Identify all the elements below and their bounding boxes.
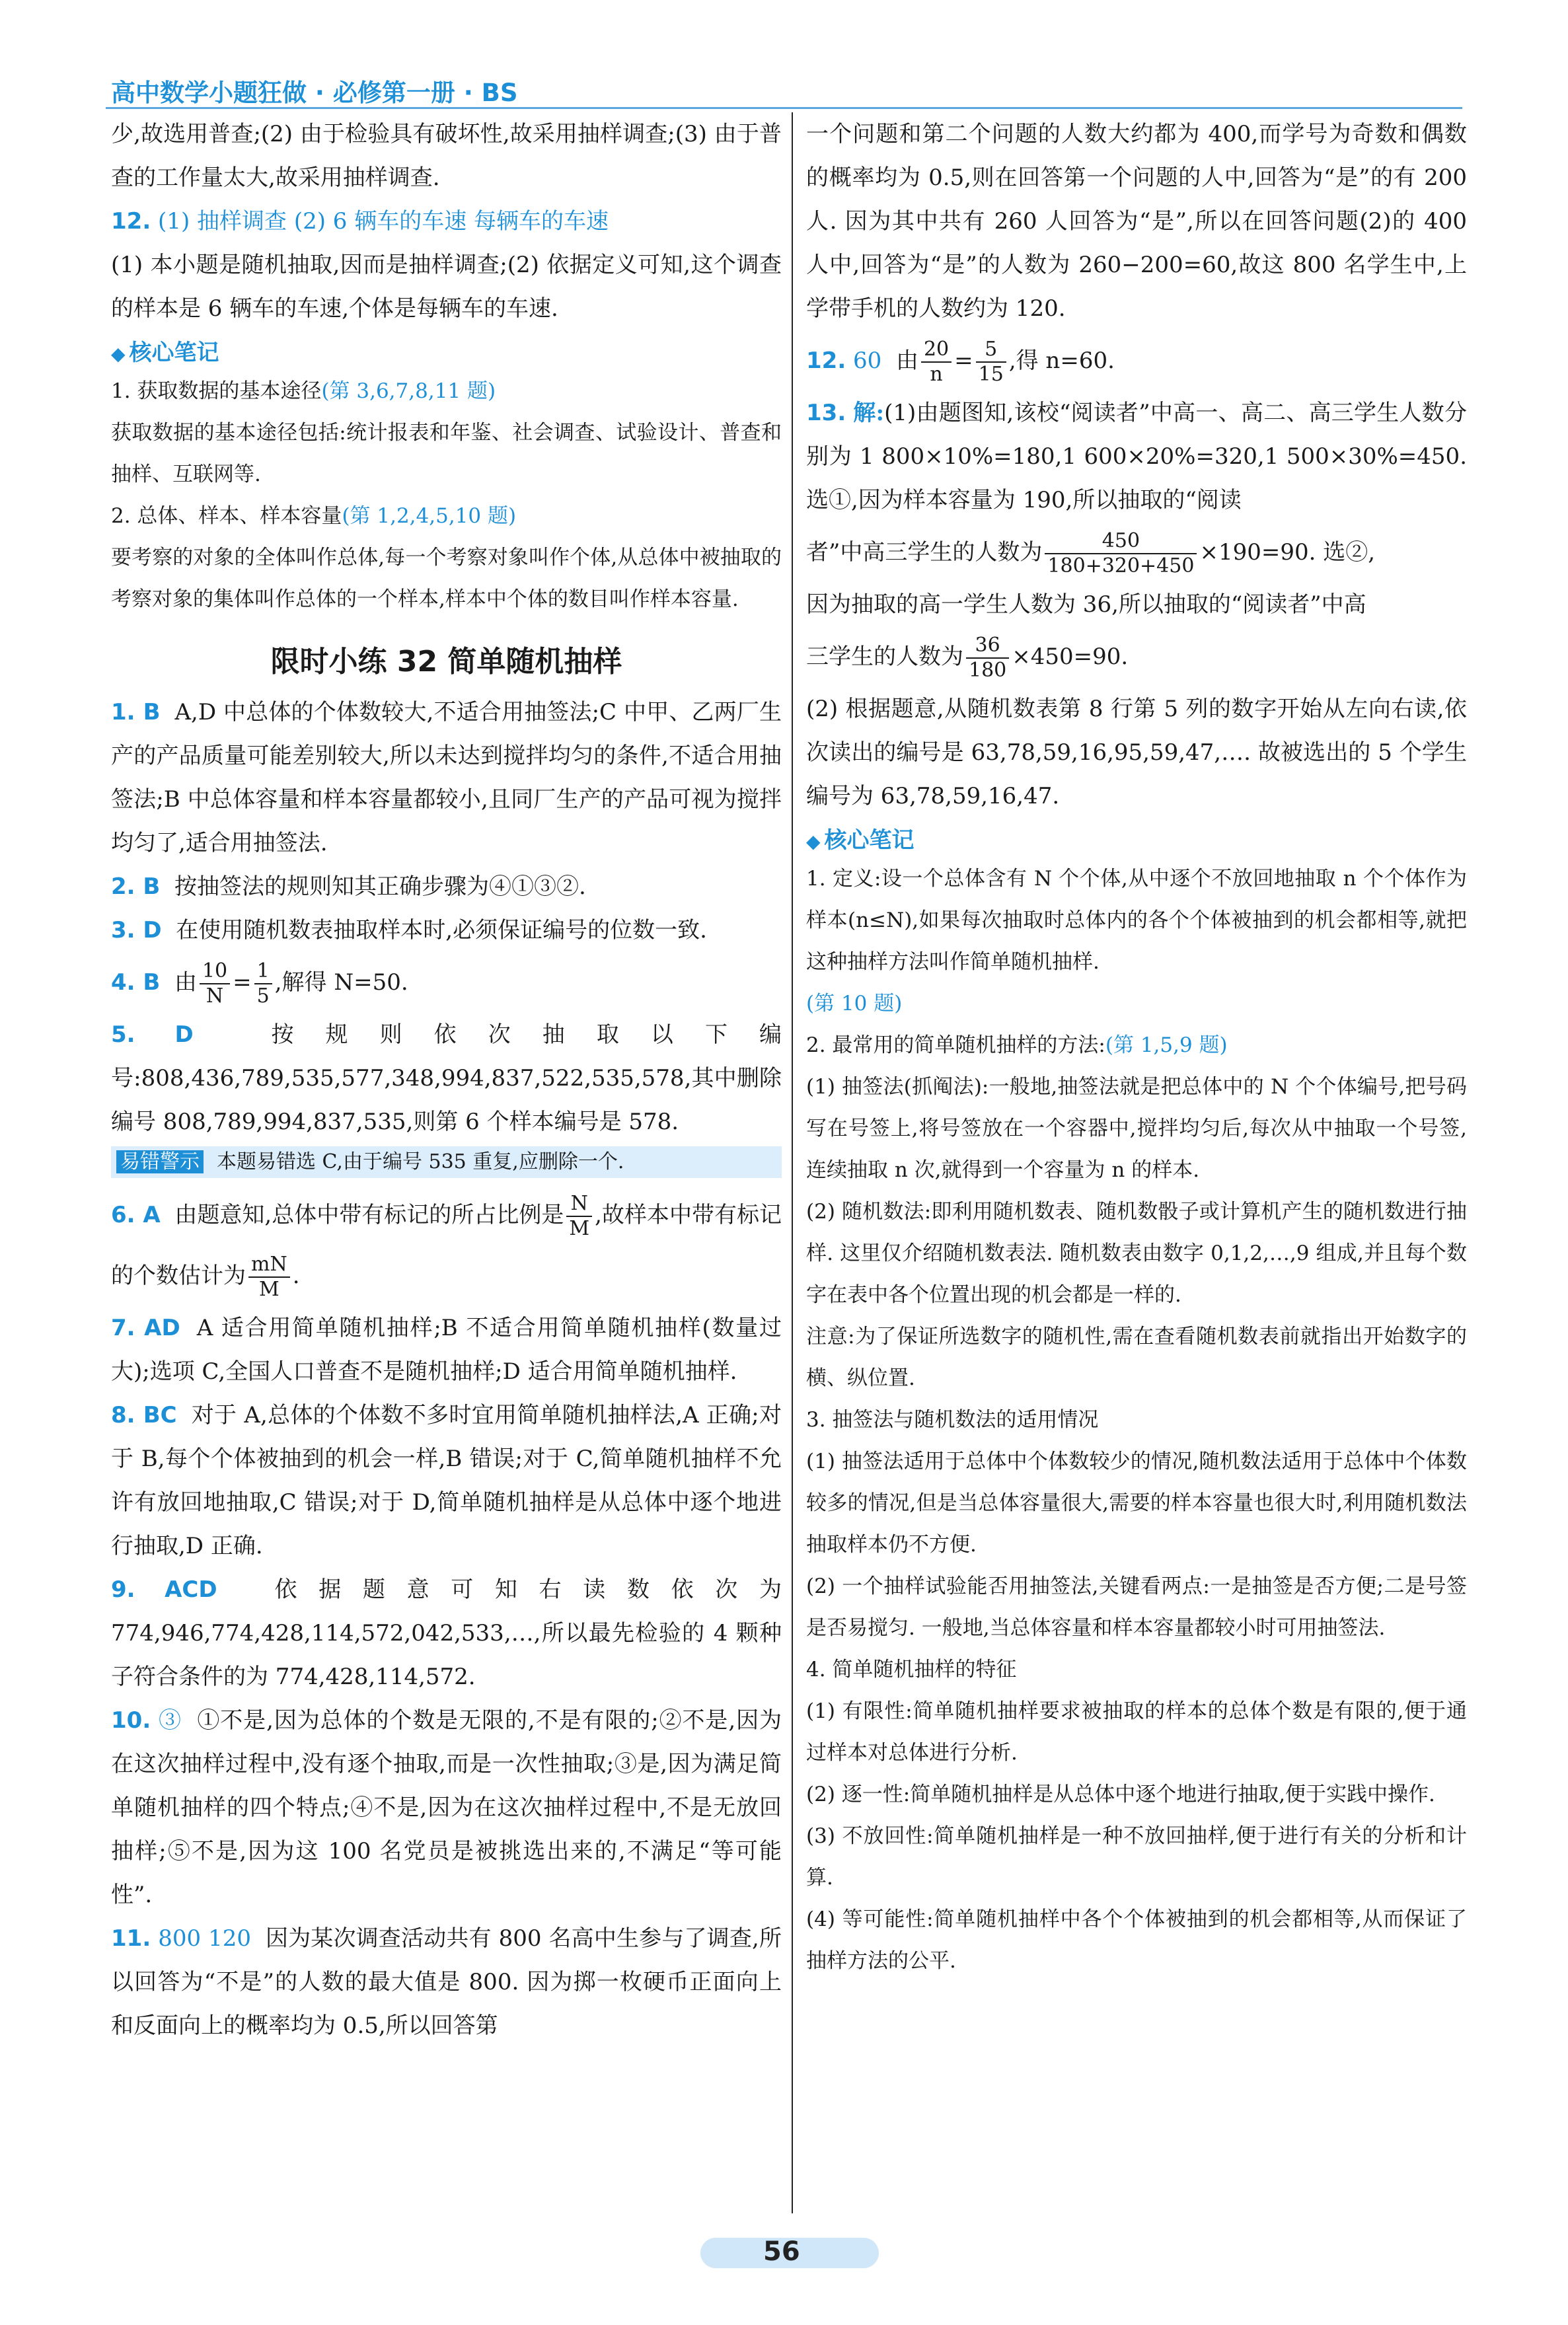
column-divider [792, 112, 793, 2213]
answer-2: 2. B 按抽签法的规则知其正确步骤为④①③②. [111, 873, 586, 900]
answer-1: 1. B A,D 中总体的个体数较大,不适合用抽签法;C 中甲、乙两厂生产的产品质量可能差别较大,所以未达到搅拌均匀的条件,不适合用抽签法;B 中总体容量和样本容量都较小,且同厂生产的产品可视为搅拌均匀了,适合用抽签法. [111, 699, 782, 856]
note-1-text: 获取数据的基本途径包括:统计报表和年鉴、社会调查、试验设计、普查和抽样、互联网等. [111, 421, 782, 486]
note-definition-ref: (第 10 题) [806, 992, 903, 1015]
diamond-icon: ◆ [111, 343, 126, 365]
note-applicability-1: (1) 抽签法适用于总体中个体数较少的情况,随机数法适用于总体中个体数较多的情况,但是当总体容量很大,需要的样本容量也很大时,利用随机数法抽取样本仍不方便. [806, 1450, 1467, 1557]
answer-12-right: 12. 60 由 $\frac{20}{n}$ = $\frac{5}{15}$ ,得 n=60. [806, 338, 1115, 386]
fraction: $\frac{N}{M}$ [566, 1192, 592, 1241]
core-notes-heading: ◆ 核心笔记 [111, 340, 219, 366]
note-random-number: (2) 随机数法:即利用随机数表、随机数骰子或计算机产生的随机数进行抽样. 这里仅介绍随机数表法. 随机数表由数字 0,1,2,…,9 组成,并且每个数字在表中各个位置出现的机会都是一样的. [806, 1200, 1467, 1307]
diamond-icon: ◆ [806, 830, 821, 852]
left-column [111, 112, 782, 2048]
note-definition: 1. 定义:设一个总体含有 N 个个体,从中逐个不放回地抽取 n 个个体作为样本(n≤N),如果每次抽取时总体内的各个个体被抽到的机会都相等,就把这种抽样方法叫作简单随机抽样. [806, 867, 1467, 974]
section-title: 限时小练 32 简单随机抽样 [270, 645, 622, 679]
note-1-title: 1. 获取数据的基本途径(第 3,6,7,8,11 题) [111, 379, 496, 403]
continued-paragraph: 一个问题和第二个问题的人数大约都为 400,而学号为奇数和偶数的概率均为 0.5,则在回答第一个问题的人中,回答为“是”的有 200 人. 因为其中共有 260 人回答为“是”,所以在回答问题(2)的 400 人中,回答为“是”的人数为 260−200=60,故这 800 名学生中,上学带手机的人数约为 120. [806, 121, 1467, 322]
answer-11: 11. 800 120 因为某次调查活动共有 800 名高中生参与了调查,所以回答为“不是”的人数的最大值是 800. 因为掷一枚硬币正面向上和反面向上的概率均为 0.5,所以回答第 [111, 1925, 782, 2039]
answer-13-line-c: 因为抽取的高一学生人数为 36,所以抽取的“阅读者”中高 [806, 591, 1366, 618]
note-2-ref: (第 1,2,4,5,10 题) [342, 504, 517, 528]
note-applicability-title: 3. 抽签法与随机数法的适用情况 [806, 1408, 1099, 1432]
continued-paragraph: 少,故选用普查;(2) 由于检验具有破坏性,故采用抽样调查;(3) 由于普查的工作量太大,故采用抽样调查. [111, 121, 782, 191]
core-notes-heading: ◆ 核心笔记 [806, 827, 915, 854]
answer-12-explanation: (1) 本小题是随机抽取,因而是抽样调查;(2) 依据定义可知,这个调查的样本是 6 辆车的车速,个体是每辆车的车速. [111, 252, 782, 322]
note-lottery: (1) 抽签法(抓阄法):一般地,抽签法就是把总体中的 N 个个体编号,把号码写在号签上,将号签放在一个容器中,搅拌均匀后,每次从中抽取一个号签,连续抽取 n 次,就得到一个容量为 n 的样本. [806, 1075, 1467, 1182]
fraction: $\frac{450}{180+320+450}$ [1045, 529, 1197, 578]
fraction: $\frac{mN}{M}$ [248, 1253, 290, 1302]
note-feature-2: (2) 逐一性:简单随机抽样是从总体中逐个地进行抽取,便于实践中操作. [806, 1783, 1435, 1806]
common-mistake-tag: 易错警示 [116, 1150, 204, 1173]
note-caution: 注意:为了保证所选数字的随机性,需在查看随机数表前就指出开始数字的横、纵位置. [806, 1325, 1467, 1390]
answer-13-part-2: (2) 根据题意,从随机数表第 8 行第 5 列的数字开始从左向右读,依次读出的编号是 63,78,59,16,95,59,47,…. 故被选出的 5 个学生编号为 63,78,59,16,47. [806, 696, 1467, 809]
note-feature-3: (3) 不放回性:简单随机抽样是一种不放回抽样,便于进行有关的分析和计算. [806, 1824, 1467, 1890]
answer-13: 13. 解:(1)由题图知,该校“阅读者”中高一、高二、高三学生人数分别为 1 800×10%=180,1 600×20%=320,1 500×30%=450. 选①,因为样本容量为 190,所以抽取的“阅读 [806, 400, 1467, 513]
common-mistake-box: 易错警示 本题易错选 C,由于编号 535 重复,应删除一个. [111, 1146, 782, 1178]
answer-9: 9. ACD 依据题意可知右读数依次为 774,946,774,428,114,572,042,533,…,所以最先检验的 4 颗种子符合条件的为 774,428,114,572. [111, 1576, 782, 1690]
answer-13-line-b: 者”中高三学生的人数为 $\frac{450}{180+320+450}$ ×190=90. 选②, [806, 529, 1376, 577]
note-2-text: 要考察的对象的全体叫作总体,每一个考察对象叫作个体,从总体中被抽取的考察对象的集体叫作总体的一个样本,样本中个体的数目叫作样本容量. [111, 546, 782, 611]
answer-10: 10. ③ ①不是,因为总体的个数是无限的,不是有限的;②不是,因为在这次抽样过程中,没有逐个抽取,而是一次性抽取;③是,因为满足简单随机抽样的四个特点;④不是,因为在这次抽样过程中,不是无放回抽样;⑤不是,因为这 100 名党员是被挑选出来的,不满足“等可能性”. [111, 1707, 782, 1908]
answer-13-line-d: 三学生的人数为 $\frac{36}{180}$ ×450=90. [806, 634, 1129, 682]
note-feature-4: (4) 等可能性:简单随机抽样中各个个体被抽到的机会都相等,从而保证了抽样方法的公平. [806, 1907, 1467, 1973]
fraction: $\frac{5}{15}$ [976, 338, 1006, 387]
note-1-ref: (第 3,6,7,8,11 题) [321, 379, 496, 403]
page-number: 56 [763, 2236, 800, 2267]
answer-number: 12. [111, 208, 151, 235]
answer-key: (1) 抽样调查 (2) 6 辆车的车速 每辆车的车速 [158, 208, 609, 235]
fraction: $\frac{20}{n}$ [921, 338, 952, 387]
answer-7: 7. AD A 适合用简单随机抽样;B 不适合用简单随机抽样(数量过大);选项 C,全国人口普查不是随机抽样;D 适合用简单随机抽样. [111, 1315, 782, 1385]
fraction: $\frac{36}{180}$ [966, 634, 1009, 683]
answer-12 [111, 200, 782, 243]
note-features-title: 4. 简单随机抽样的特征 [806, 1658, 1017, 1681]
answer-5: 5. D 按规则依次抽取以下编号:808,436,789,535,577,348,994,837,522,535,578,其中删除编号 808,789,994,837,535,则第 6 个样本编号是 578. [111, 1021, 782, 1135]
note-2-title: 2. 总体、样本、样本容量(第 1,2,4,5,10 题) [111, 504, 517, 528]
page-footer [681, 2236, 892, 2276]
running-header: 高中数学小题狂做 · 必修第一册 · BS [111, 79, 518, 107]
answer-8: 8. BC 对于 A,总体的个体数不多时宜用简单随机抽样法,A 正确;对于 B,每个个体被抽到的机会一样,B 错误;对于 C,简单随机抽样不允许有放回地抽取,C 错误;对于 D,简单随机抽样是从总体中逐个地进行抽取,D 正确. [111, 1402, 782, 1559]
header-rule [106, 107, 1462, 109]
right-column [806, 112, 1467, 1982]
note-feature-1: (1) 有限性:简单随机抽样要求被抽取的样本的总体个数是有限的,便于通过样本对总体进行分析. [806, 1699, 1467, 1765]
answer-3: 3. D 在使用随机数表抽取样本时,必须保证编号的位数一致. [111, 917, 707, 943]
note-applicability-2: (2) 一个抽样试验能否用抽签法,关键看两点:一是抽签是否方便;二是号签是否易搅匀. 一般地,当总体容量和样本容量都较小时可用抽签法. [806, 1574, 1467, 1640]
answer-6: 6. A 由题意知,总体中带有标记的所占比例是 $\frac{N}{M}$ ,故样本中带有标记的个数估计为 $\frac{mN}{M}$ . [111, 1192, 782, 1301]
fraction: $\frac{1}{5}$ [254, 959, 272, 1008]
note-methods: 2. 最常用的简单随机抽样的方法:(第 1,5,9 题) [806, 1033, 1228, 1057]
answer-4: 4. B 由 $\frac{10}{N}$ = $\frac{1}{5}$ ,解得 N=50. [111, 959, 408, 1008]
fraction: $\frac{10}{N}$ [200, 959, 230, 1008]
